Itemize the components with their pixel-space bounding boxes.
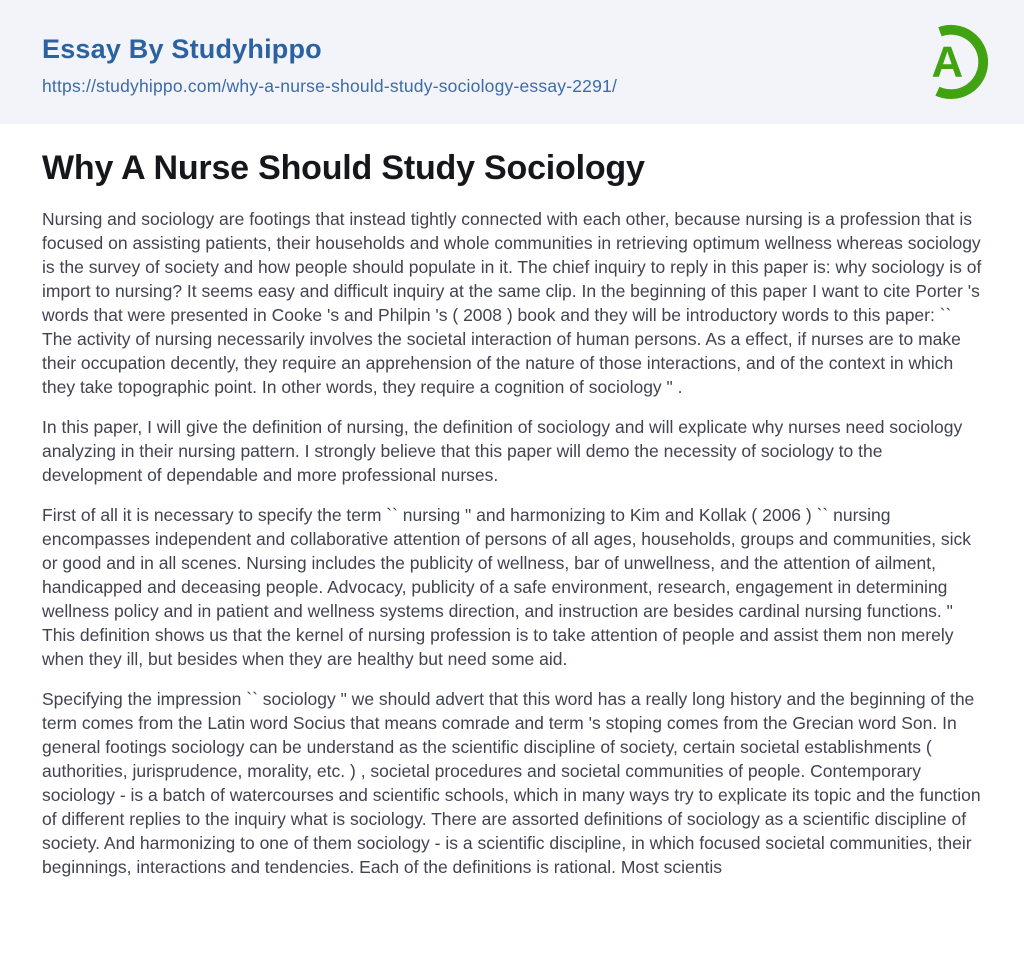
essay-paragraph-1: Nursing and sociology are footings that instead tightly connected with each other, because nursing is a profession that is focused on assisting patients, their households and whole communities in retrieving optimum wellness whereas sociology is the survey of society and how people should populate in it. The chief inquiry to reply in this paper is: why sociology is of import to nursing? It seems easy and difficult inquiry at the same clip. In the beginning of this paper I want to cite Porter 's words that were presented in Cooke 's and Philpin 's ( 2008 ) book and they will be introductory words to this paper: `` The activity of nursing necessarily involves the societal interaction of human persons. As a effect, if nurses are to make their occupation decently, they require an apprehension of the nature of those interactions, and of the context in which they take topographic point. In other words, they require a cognition of sociology " . bbox=[42, 209, 982, 397]
essay-url-link[interactable]: https://studyhippo.com/why-a-nurse-should-study-sociology-essay-2291/ bbox=[42, 75, 618, 96]
header-text-block bbox=[42, 28, 617, 97]
essay-content bbox=[0, 148, 1024, 879]
essay-paragraph-2: In this paper, I will give the definition of nursing, the definition of sociology and will explicate why nurses need sociology analyzing in their nursing pattern. I strongly believe that this paper will demo the necessity of sociology to the development of dependable and more professional nurses. bbox=[42, 417, 963, 485]
essay-title: Why A Nurse Should Study Sociology bbox=[42, 149, 645, 187]
essay-paragraph-3: First of all it is necessary to specify the term `` nursing " and harmonizing to Kim and Kollak ( 2006 ) `` nursing encompasses independent and collaborative attention of persons of all ages, households, groups and communities, sick or good and in all scenes. Nursing includes the publicity of wellness, bar of unwellness, and the attention of ailment, handicapped and deceasing people. Advocacy, publicity of a safe environment, research, engagement in determining wellness policy and in patient and wellness systems direction, and instruction are besides cardinal nursing functions. " This definition shows us that the kernel of nursing profession is to take attention of people and assist them non merely when they ill, but besides when they are healthy but need some aid. bbox=[42, 505, 972, 669]
site-title: Essay By Studyhippo bbox=[42, 33, 322, 64]
logo-letter: A bbox=[931, 37, 964, 87]
essay-paragraph-4: Specifying the impression `` sociology " we should advert that this word has a really long history and the beginning of the term comes from the Latin word Socius that means comrade and term 's stoping comes from the Grecian word Son. In general footings sociology can be understand as the scientific discipline of society, certain societal establishments ( authorities, jurisprudence, morality, etc. ) , societal procedures and societal communities of people. Contemporary sociology - is a batch of watercourses and scientific schools, which in many ways try to explicate its topic and the function of different replies to the inquiry what is sociology. There are assorted definitions of sociology as a scientific discipline of society. And harmonizing to one of them sociology - is a scientific discipline, in which focused societal communities, their beginnings, interactions and tendencies. Each of the definitions is rational. Most scientis bbox=[42, 689, 981, 877]
page-header bbox=[0, 0, 1024, 124]
studyhippo-logo-icon bbox=[912, 23, 990, 101]
